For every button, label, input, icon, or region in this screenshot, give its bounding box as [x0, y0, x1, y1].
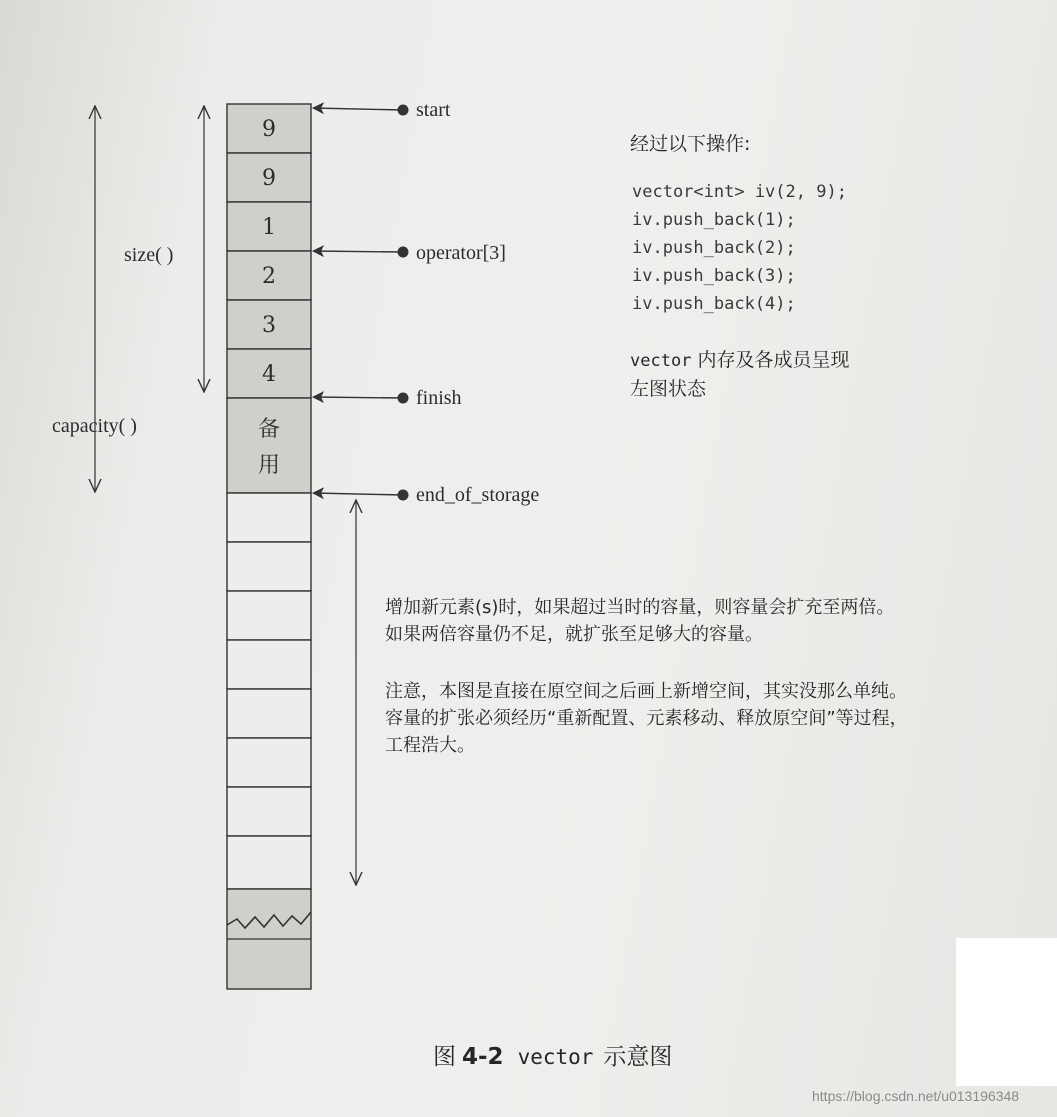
cell-value: 3 [262, 313, 276, 338]
figure-caption [433, 1038, 672, 1071]
empty-cell [227, 738, 311, 787]
cell-value: 9 [262, 166, 276, 191]
code-line: iv.push_back(4); [632, 294, 796, 314]
operations-intro: 经过以下操作: [630, 133, 751, 155]
memory-summary [630, 346, 849, 403]
cell-value: 9 [262, 117, 276, 142]
note-line: 工程浩大。 [385, 735, 475, 756]
spare-label: 用 [257, 453, 281, 478]
capacity-dimension [52, 106, 137, 492]
code-line: iv.push_back(3); [632, 266, 796, 286]
summary-line: 内存及各成员呈现 [691, 349, 850, 371]
break-section [227, 889, 311, 989]
pointer-label: end_of_storage [416, 484, 540, 506]
empty-cell [227, 542, 311, 591]
pointer-end-of-storage [313, 484, 539, 506]
empty-cell [227, 787, 311, 836]
cell-value: 4 [262, 362, 276, 387]
empty-cell [227, 689, 311, 738]
watermark: https://blog.csdn.net/u013196348 [812, 1088, 1020, 1104]
spare-label: 备 [257, 417, 281, 442]
size-label: size( ) [124, 244, 174, 266]
note-line: 如果两倍容量仍不足，就扩张至足够大的容量。 [385, 624, 763, 645]
pointer-label: start [416, 99, 451, 121]
code-block [632, 178, 847, 318]
blank-patch [956, 938, 1057, 1086]
spare-cell [227, 398, 311, 493]
size-dimension [124, 106, 204, 392]
note-line: 容量的扩张必须经历“重新配置、元素移动、释放原空间”等过程， [385, 708, 908, 729]
code-line: vector<int> iv(2, 9); [632, 182, 847, 202]
empty-cell [227, 591, 311, 640]
cell-value: 1 [262, 215, 276, 240]
pointer-finish [313, 387, 462, 409]
summary-line: 左图状态 [630, 378, 707, 400]
note-line: 注意，本图是直接在原空间之后画上新增空间，其实没那么单纯。 [385, 681, 907, 702]
note-line: 增加新元素(s)时，如果超过当时的容量，则容量会扩充至两倍。 [385, 597, 895, 618]
caution-note [385, 678, 1045, 759]
caption-prefix: 图 [433, 1044, 456, 1070]
growth-note [385, 594, 894, 648]
pointer-start [313, 99, 451, 121]
empty-cell [227, 493, 311, 542]
empty-cell [227, 640, 311, 689]
filled-cells [227, 104, 311, 398]
pointer-label: finish [416, 387, 462, 409]
caption-text: 示意图 [603, 1044, 673, 1070]
summary-keyword: vector [630, 351, 692, 371]
cell-value: 2 [262, 264, 276, 289]
code-line: iv.push_back(2); [632, 238, 796, 258]
empty-cells [227, 493, 311, 889]
caption-keyword: vector [517, 1045, 594, 1069]
empty-cell [227, 836, 311, 889]
capacity-label: capacity( ) [52, 415, 137, 437]
caption-number: 4-2 [462, 1044, 504, 1070]
pointer-label: operator[3] [416, 242, 506, 264]
code-line: iv.push_back(1); [632, 210, 796, 230]
pointer-operator [313, 242, 506, 264]
